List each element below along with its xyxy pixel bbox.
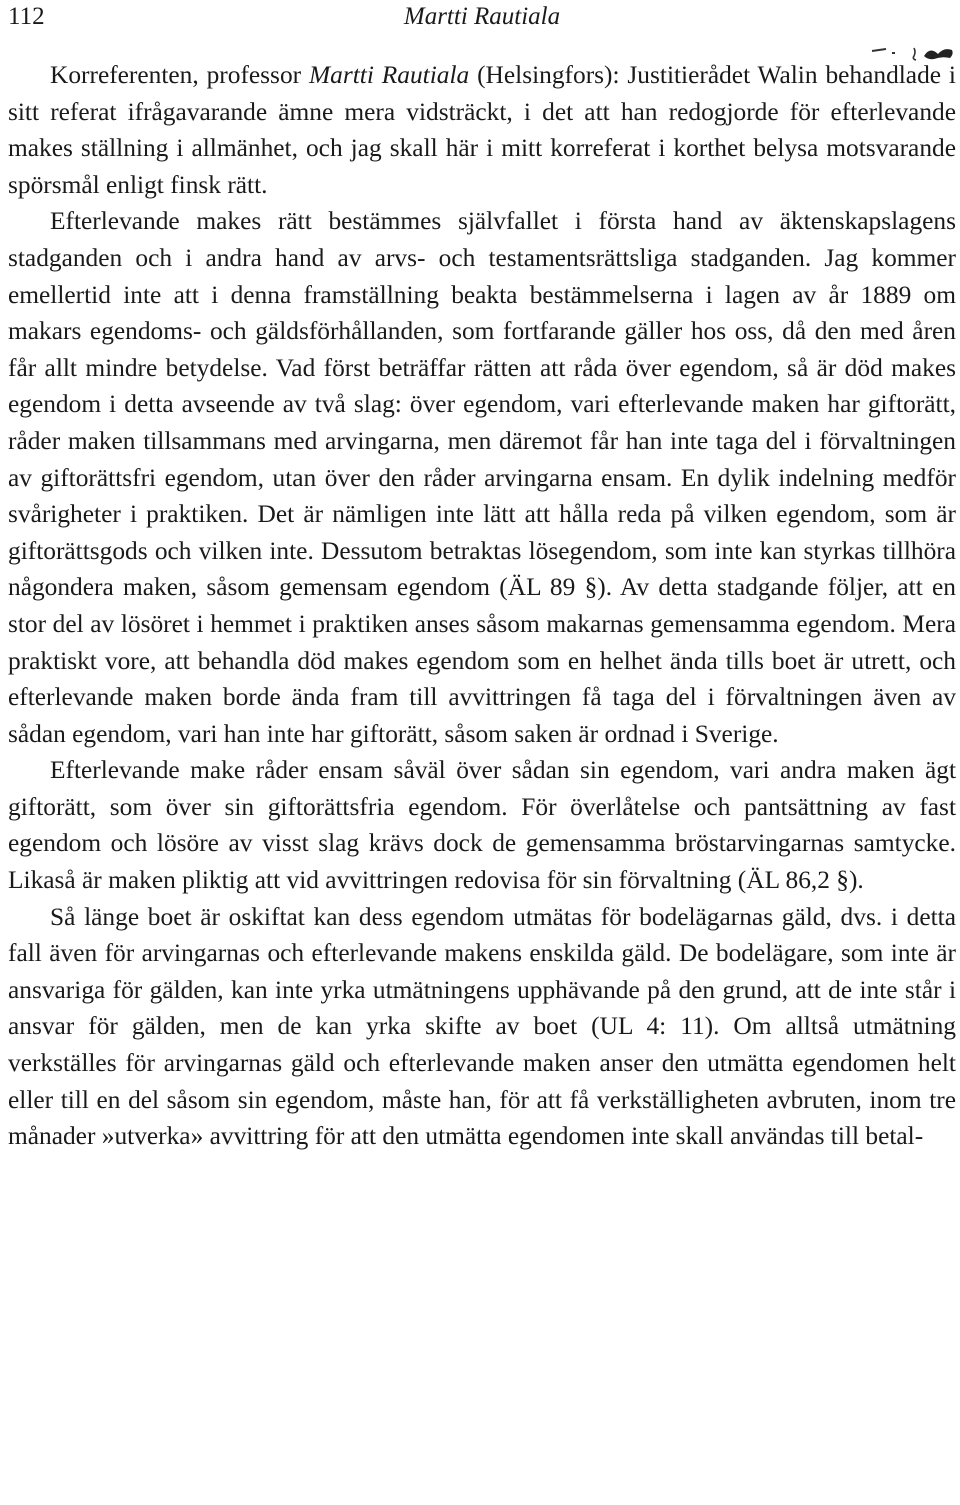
- paragraph-1-lead: Korreferenten, professor: [50, 61, 309, 89]
- body-text: [8, 57, 956, 1155]
- paragraph-2: Efterlevande makes rätt bestämmes självfallet i första hand av äktenskapslagens stadganden och i andra hand av arvs- och testamentsrättsliga stadganden. Jag kommer emellertid inte att i denna framställning beakta bestämmelserna i lagen av år 1889 om makars egendoms- och gäldsförhållanden, som fortfarande gäller hos oss, då den med åren får allt mindre betydelse. Vad först beträffar rätten att råda över egendom, så är död makes egendom i detta avseende av två slag: över egendom, vari efterlevande maken har giftorätt, råder maken tillsammans med arvingarna, men däremot får han inte taga del i förvaltningen av giftorättsfri egendom, utan över den råder arvingarna ensam. En dylik indelning medför svårigheter i praktiken. Det är nämligen inte lätt att hålla reda på vilken egendom, som är giftorättsgods och vilken inte. Dessutom betraktas lösegendom, som inte kan styrkas tillhöra någondera maken, såsom gemensam egendom (ÄL 89 §). Av detta stadgande följer, att en stor del av lösöret i hemmet i praktiken anses såsom makarnas gemensamma egendom. Mera praktiskt vore, att behandla död makes egendom som en helhet ända tills boet är utrett, och efterlevande maken borde ända fram till avvittringen få taga del i förvaltningen även av sådan egendom, vari han inte har giftorätt, såsom saken är ordnad i Sverige.: [8, 207, 956, 748]
- running-title: Martti Rautiala: [403, 3, 561, 30]
- paragraph-3: Efterlevande make råder ensam såväl över sådan sin egendom, vari andra maken ägt giftorätt, som över sin giftorättsfria egendom. För överlåtelse och pantsättning av fast egendom och lösöre av visst slag krävs dock de gemensamma bröstarvingarnas samtycke. Likaså är maken pliktig att vid avvittringen redovisa för sin förvaltning (ÄL 86,2 §).: [8, 756, 956, 895]
- page-number: 112: [8, 3, 45, 30]
- paragraph-1: [8, 57, 956, 203]
- scan-artifact-mark: [862, 44, 958, 64]
- speaker-name: Martti Rautiala: [308, 61, 470, 89]
- running-head: [8, 0, 956, 34]
- paragraph-1-rest: (Helsingfors): Justitierådet Walin behandlade i sitt referat ifrågavarande ämne mera vidsträckt, i det att han redogjorde för efterlevande makes ställning i allmänhet, och jag skall här i mitt korreferat i korthet belysa motsvarande spörsmål enligt finsk rätt.: [8, 61, 956, 199]
- paragraph-4: Så länge boet är oskiftat kan dess egendom utmätas för bodelägarnas gäld, dvs. i detta fall även för arvingarnas och efterlevande makens enskilda gäld. De bodelägare, som inte är ansvariga för gälden, kan inte yrka utmätningens upphävande på den grund, att de inte står i ansvar för gälden, men de kan yrka skifte av boet (UL 4: 11). Om alltså utmätning verkställes för arvingarnas gäld och efterlevande maken anser den utmätta egendomen helt eller till en del såsom sin egendom, måste han, för att få verkställigheten avbruten, inom tre månader »utverka» avvittring för att den utmätta egendomen inte skall användas till betal-: [8, 902, 956, 1151]
